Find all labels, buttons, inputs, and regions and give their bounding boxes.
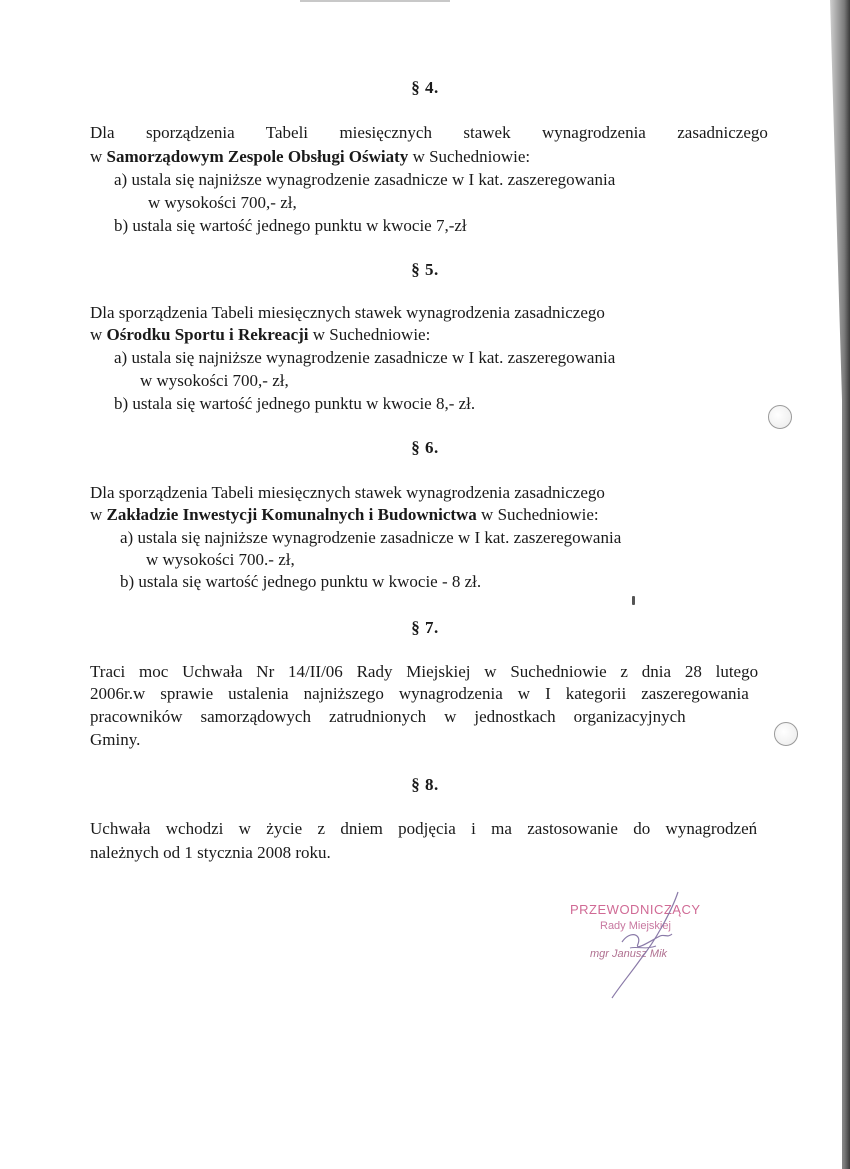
section-5-intro-line2 (90, 324, 430, 346)
section-5-item-b: b) ustala się wartość jednego punktu w kwocie 8,- zł. (114, 394, 476, 413)
section-5-item-a-cont: w wysokości 700,- zł, (140, 371, 289, 390)
section-4-item-b: b) ustala się wartość jednego punktu w kwocie 7,-zł (114, 216, 467, 235)
punch-hole-lower (774, 722, 798, 746)
section-6-item-b: b) ustala się wartość jednego punktu w kwocie - 8 zł. (120, 572, 482, 591)
section-4-item-a: a) ustala się najniższe wynagrodzenie zasadnicze w I kat. zaszeregowania (114, 170, 616, 189)
section-8-heading: § 8. (411, 775, 439, 794)
section-5-intro-prefix: w (90, 325, 107, 344)
section-6-item-a: a) ustala się najniższe wynagrodzenie zasadnicze w I kat. zaszeregowania (120, 528, 622, 547)
section-4-unit-name: Samorządowym Zespole Obsługi Oświaty (106, 147, 409, 166)
section-6-intro-line1: Dla sporządzenia Tabeli miesięcznych stawek wynagrodzenia zasadniczego (90, 483, 605, 502)
section-4-intro-line2 (90, 146, 530, 168)
section-5-heading: § 5. (411, 260, 439, 279)
stamp-subtitle: Rady Miejskiej (600, 920, 671, 932)
section-5-unit-name: Ośrodku Sportu i Rekreacji (106, 325, 309, 344)
section-6-unit-name: Zakładzie Inwestycji Komunalnych i Budownictwa (106, 505, 477, 524)
section-5-item-a: a) ustala się najniższe wynagrodzenie zasadnicze w I kat. zaszeregowania (114, 348, 616, 367)
section-6-intro-suffix: w Suchedniowie: (476, 505, 599, 524)
section-5-intro-line1: Dla sporządzenia Tabeli miesięcznych stawek wynagrodzenia zasadniczego (90, 303, 605, 322)
scan-edge-top (300, 0, 450, 2)
section-5-intro-suffix: w Suchedniowie: (308, 325, 431, 344)
stamp-name: mgr Janusz Mik (590, 948, 668, 960)
section-7-line3: pracowników samorządowych zatrudnionych w jednostkach organizacyjnych (90, 707, 686, 726)
scan-speck (632, 596, 635, 605)
stamp-title: PRZEWODNICZĄCY (570, 902, 701, 917)
section-6-item-a-cont: w wysokości 700.- zł, (146, 550, 295, 569)
section-7-line2: 2006r.w sprawie ustalenia najniższego wynagrodzenia w I kategorii zaszeregowania (90, 684, 749, 703)
section-4-item-a-cont: w wysokości 700,- zł, (148, 193, 297, 212)
section-7-line4: Gminy. (90, 730, 141, 749)
section-4-intro-line1: Dla sporządzenia Tabeli miesięcznych stawek wynagrodzenia zasadniczego (90, 123, 768, 142)
section-4-intro-prefix: w (90, 147, 107, 166)
punch-hole-upper (768, 405, 792, 429)
section-8-line1: Uchwała wchodzi w życie z dniem podjęcia i ma zastosowanie do wynagrodzeń (90, 819, 758, 838)
handwritten-signature (560, 890, 730, 1000)
section-6-intro-line2 (90, 504, 599, 526)
section-7-heading: § 7. (411, 618, 439, 637)
section-4-heading: § 4. (411, 78, 439, 97)
scan-edge-right (780, 0, 850, 1169)
section-8-line2: należnych od 1 stycznia 2008 roku. (90, 843, 331, 862)
section-6-heading: § 6. (411, 438, 439, 457)
section-7-line1: Traci moc Uchwała Nr 14/II/06 Rady Miejskiej w Suchedniowie z dnia 28 lutego (90, 662, 759, 681)
official-stamp (560, 890, 730, 1000)
section-4-intro-suffix: w Suchedniowie: (408, 147, 531, 166)
section-6-intro-prefix: w (90, 505, 107, 524)
